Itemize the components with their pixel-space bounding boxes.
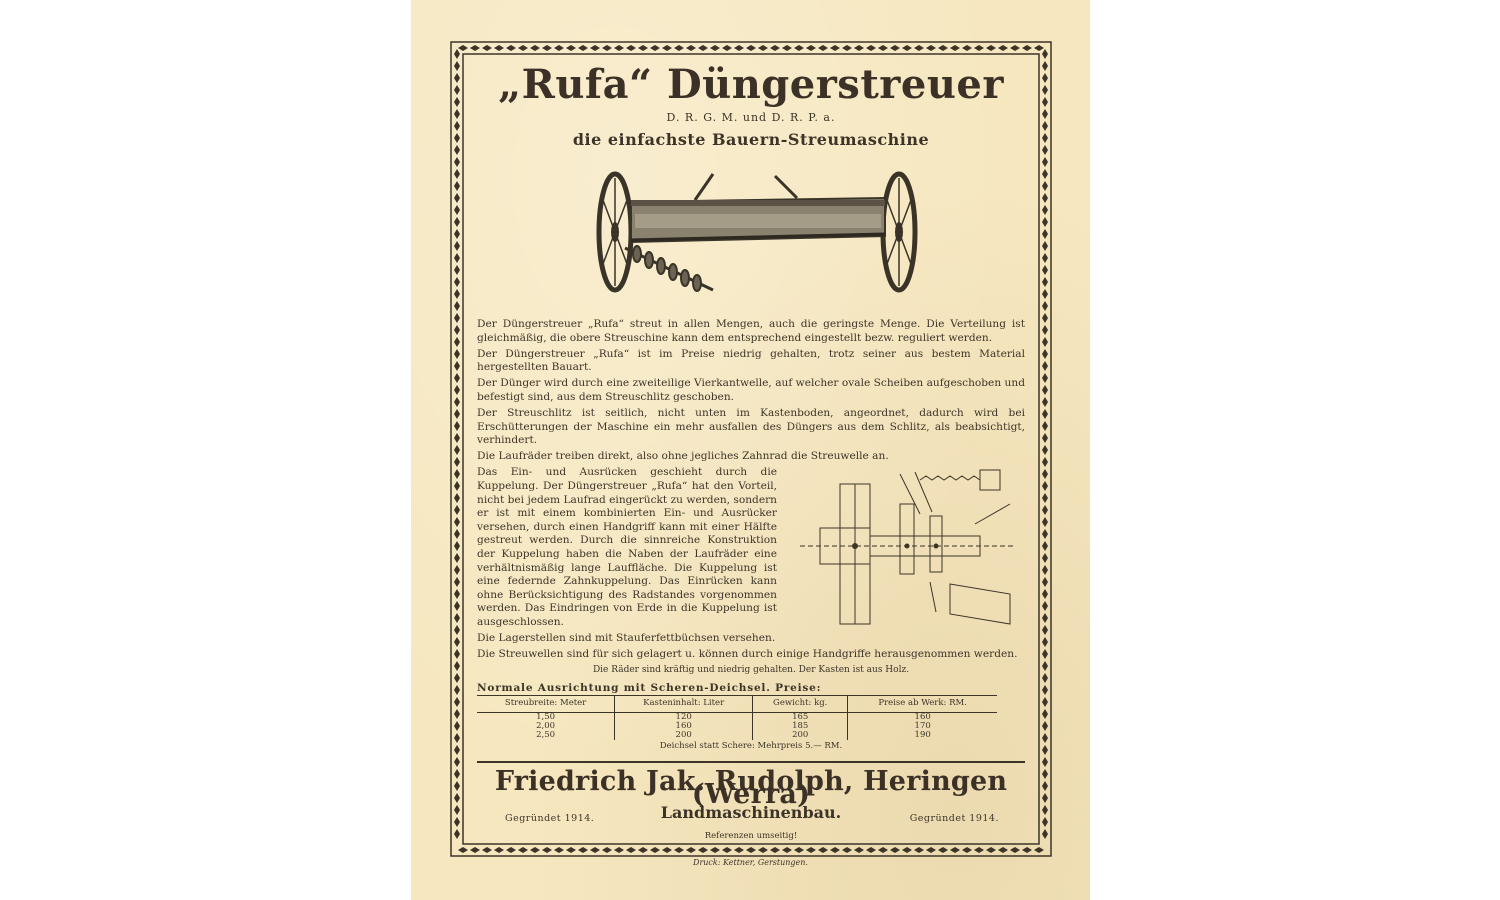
border-ornament (710, 847, 720, 853)
border-ornament (1042, 529, 1048, 539)
border-ornament (454, 661, 460, 671)
border-ornament (986, 847, 996, 853)
border-ornament (638, 847, 648, 853)
border-ornament (1042, 685, 1048, 695)
border-ornament (1042, 505, 1048, 515)
border-ornament (454, 649, 460, 659)
border-ornament (674, 45, 684, 51)
border-ornament (454, 637, 460, 647)
border-ornament (902, 847, 912, 853)
printer-imprint: Druck: Kettner, Gerstungen. (693, 858, 808, 867)
border-ornament (854, 847, 864, 853)
border-ornament (1042, 757, 1048, 767)
paragraph-coupling: Das Ein- und Ausrücken geschieht durch die Kuppelung. Der Düngerstreuer „Rufa“ hat den Vorteil, nicht bei jedem Laufrad eingerückt zu werden, sondern er ist mit einem kombinierten Ein- und Ausrücker versehen, durch einen Handgriff kann mit einer Hälfte gestreut werden. Durch die sinnreiche Konstruktion der Kuppelung haben die Naben der Laufräder eine verhältnismäßig lange Lauffläche. Die Kuppelung ist eine federnde Zahnkuppelung. Das Einrücken kann ohne Berücksichtigung des Radstandes vorgenommen werden. Das Eindringen von Erde in die Kuppelung ist ausgeschlossen. (477, 466, 777, 628)
ad-title: „Rufa“ Düngerstreuer (498, 61, 1004, 108)
column-header: Preise ab Werk: RM. (848, 696, 997, 713)
border-ornament (1042, 253, 1048, 263)
border-ornament (590, 45, 600, 51)
border-ornament (454, 109, 460, 119)
border-ornament (454, 685, 460, 695)
border-ornament (454, 769, 460, 779)
border-ornament (458, 847, 468, 853)
table-cell: 200 (753, 731, 848, 740)
border-ornament (454, 517, 460, 527)
company-footer (477, 802, 1025, 828)
border-ornament (454, 625, 460, 635)
border-ornament (662, 847, 672, 853)
border-ornament (986, 45, 996, 51)
border-ornament (1010, 45, 1020, 51)
border-ornament (454, 61, 460, 71)
border-ornament (974, 45, 984, 51)
border-ornament (494, 847, 504, 853)
border-ornament (1042, 541, 1048, 551)
column-header: Gewicht: kg. (753, 696, 848, 713)
border-ornament (1042, 217, 1048, 227)
border-ornament (998, 847, 1008, 853)
border-ornament (1042, 169, 1048, 179)
border-ornament (1042, 745, 1048, 755)
founded-right: Gegründet 1914. (909, 812, 999, 824)
border-ornament (710, 45, 720, 51)
border-ornament (470, 847, 480, 853)
border-ornament (914, 847, 924, 853)
border-ornament (1042, 421, 1048, 431)
border-ornament (1022, 45, 1032, 51)
border-ornament (454, 361, 460, 371)
border-ornament (454, 805, 460, 815)
border-ornament (454, 757, 460, 767)
border-ornament (818, 847, 828, 853)
border-ornament (530, 847, 540, 853)
column-header: Kasteninhalt: Liter (615, 696, 753, 713)
border-ornament (1042, 349, 1048, 359)
border-ornament (974, 847, 984, 853)
border-ornament (454, 565, 460, 575)
border-ornament (494, 45, 504, 51)
border-ornament (454, 613, 460, 623)
border-ornament (1034, 45, 1044, 51)
border-ornament (890, 847, 900, 853)
price-table (477, 695, 997, 740)
border-ornament (830, 847, 840, 853)
border-ornament (962, 847, 972, 853)
table-cell: 190 (848, 731, 997, 740)
border-ornament (454, 241, 460, 251)
border-ornament (1042, 733, 1048, 743)
border-ornament (454, 157, 460, 167)
border-ornament (454, 469, 460, 479)
border-ornament (1042, 781, 1048, 791)
patent-note: D. R. G. M. und D. R. P. a. (666, 111, 836, 124)
table-cell: 200 (615, 731, 753, 740)
paragraph: Die Laufräder treiben direkt, also ohne jegliches Zahnrad die Streuwelle an. (477, 450, 889, 463)
divider (477, 761, 1025, 763)
border-ornament (698, 847, 708, 853)
border-ornament (638, 45, 648, 51)
border-ornament (1042, 457, 1048, 467)
border-ornament (1042, 589, 1048, 599)
border-ornament (1042, 445, 1048, 455)
coupling-diagram (800, 464, 1015, 632)
border-ornament (878, 45, 888, 51)
table-row (477, 731, 997, 740)
border-ornament (454, 229, 460, 239)
paragraph: Der Dünger wird durch eine zweiteilige Vierkantwelle, auf welcher ovale Scheiben aufgeschoben und befestigt sind, aus dem Streuschlitz geschoben. (477, 377, 1025, 403)
border-ornament (1042, 829, 1048, 839)
border-ornament (1042, 481, 1048, 491)
border-ornament (454, 409, 460, 419)
table-cell: 1,50 (536, 712, 556, 723)
table-cell: 165 (753, 713, 848, 723)
border-ornament (866, 847, 876, 853)
border-ornament (1034, 847, 1044, 853)
paragraph: Der Düngerstreuer „Rufa“ ist im Preise niedrig gehalten, trotz seiner aus bestem Material hergestellten Bauart. (477, 347, 1025, 374)
border-ornament (454, 577, 460, 587)
table-cell: 160 (848, 713, 997, 723)
border-ornament (926, 847, 936, 853)
table-cell: 2,00 (536, 721, 556, 732)
border-ornament (1042, 661, 1048, 671)
border-ornament (1042, 265, 1048, 275)
border-ornament (1042, 397, 1048, 407)
border-ornament (454, 133, 460, 143)
border-ornament (626, 45, 636, 51)
border-ornament (806, 45, 816, 51)
border-ornament (454, 781, 460, 791)
border-ornament (1042, 73, 1048, 83)
border-ornament (454, 301, 460, 311)
table-cell: 160 (615, 722, 753, 731)
border-ornament (454, 325, 460, 335)
border-ornament (530, 45, 540, 51)
border-ornament (890, 45, 900, 51)
border-ornament (722, 847, 732, 853)
border-ornament (794, 45, 804, 51)
company-name: Friedrich Jak. Rudolph, Heringen (Werra) (494, 765, 1008, 811)
border-ornament (1042, 637, 1048, 647)
border-ornament (518, 45, 528, 51)
border-ornament (1042, 409, 1048, 419)
border-ornament (686, 45, 696, 51)
price-table-heading: Normale Ausrichtung mit Scheren-Deichsel. Preise: (477, 681, 822, 694)
border-ornament (770, 45, 780, 51)
border-ornament (1042, 805, 1048, 815)
border-ornament (614, 45, 624, 51)
border-ornament (454, 265, 460, 275)
border-ornament (578, 847, 588, 853)
border-ornament (950, 847, 960, 853)
border-ornament (650, 847, 660, 853)
table-cell: 120 (615, 713, 753, 723)
border-ornament (566, 847, 576, 853)
border-ornament (842, 847, 852, 853)
advertisement-sheet (411, 0, 1090, 900)
border-ornament (950, 45, 960, 51)
border-ornament (734, 45, 744, 51)
border-ornament (602, 847, 612, 853)
border-ornament (794, 847, 804, 853)
border-ornament (1042, 337, 1048, 347)
border-ornament (482, 847, 492, 853)
border-ornament (998, 45, 1008, 51)
border-ornament (454, 217, 460, 227)
border-ornament (818, 45, 828, 51)
border-ornament (830, 45, 840, 51)
border-ornament (454, 733, 460, 743)
border-ornament (454, 349, 460, 359)
border-ornament (1042, 277, 1048, 287)
border-ornament (1042, 697, 1048, 707)
border-ornament (1042, 385, 1048, 395)
border-ornament (1042, 157, 1048, 167)
border-ornament (1042, 373, 1048, 383)
border-ornament (506, 45, 516, 51)
border-ornament (782, 45, 792, 51)
founded-left: Gegründet 1914. (505, 812, 595, 824)
border-ornament (454, 205, 460, 215)
border-ornament (1042, 133, 1048, 143)
border-ornament (1042, 469, 1048, 479)
border-ornament (454, 505, 460, 515)
fertilizer-spreader-illustration (585, 170, 925, 300)
border-ornament (454, 601, 460, 611)
border-ornament (1042, 145, 1048, 155)
border-ornament (518, 847, 528, 853)
ad-content (477, 61, 1025, 841)
border-ornament (1042, 613, 1048, 623)
drawbar-note: Deichsel statt Schere: Mehrpreis 5.— RM. (659, 741, 843, 752)
border-ornament (662, 45, 672, 51)
border-ornament (1042, 793, 1048, 803)
border-ornament (782, 847, 792, 853)
border-ornament (542, 847, 552, 853)
border-ornament (458, 45, 468, 51)
border-ornament (454, 697, 460, 707)
border-ornament (1042, 49, 1048, 59)
border-ornament (1042, 241, 1048, 251)
paragraph: Die Streuwellen sind für sich gelagert u. können durch einige Handgriffe herausgenommen werden. (477, 648, 1018, 661)
border-ornament (470, 45, 480, 51)
border-ornament (1042, 673, 1048, 683)
border-ornament (454, 277, 460, 287)
border-ornament (770, 847, 780, 853)
border-ornament (1042, 289, 1048, 299)
border-ornament (1042, 313, 1048, 323)
paragraph: Der Streuschlitz ist seitlich, nicht unten im Kastenboden, angeordnet, dadurch wird bei Erschütterungen der Maschine ein mehr ausfallen des Düngers aus dem Schlitz, als beabsichtigt, verhindert. (477, 407, 1025, 447)
border-ornament (454, 145, 460, 155)
border-ornament (878, 847, 888, 853)
border-ornament (1042, 517, 1048, 527)
border-ornament (1042, 721, 1048, 731)
border-ornament (926, 45, 936, 51)
border-ornament (1042, 649, 1048, 659)
border-ornament (454, 73, 460, 83)
border-ornament (454, 493, 460, 503)
paragraph: Die Lagerstellen sind mit Stauferfettbüchsen versehen. (477, 632, 776, 645)
border-ornament (454, 541, 460, 551)
border-ornament (454, 313, 460, 323)
border-ornament (1042, 325, 1048, 335)
border-ornament (554, 45, 564, 51)
border-ornament (902, 45, 912, 51)
border-ornament (454, 121, 460, 131)
border-ornament (1042, 301, 1048, 311)
border-ornament (482, 45, 492, 51)
border-ornament (746, 45, 756, 51)
border-ornament (1042, 361, 1048, 371)
border-ornament (614, 847, 624, 853)
border-ornament (1042, 577, 1048, 587)
trade-label: Landmaschinenbau. (660, 802, 842, 822)
border-ornament (686, 847, 696, 853)
border-ornament (454, 385, 460, 395)
paragraph: Der Düngerstreuer „Rufa“ streut in allen Mengen, auch die geringste Menge. Die Verteilung ist gleichmäßig, die obere Streuschine kann dem entsprechend eingestellt bezw. reguliert werden. (477, 318, 1025, 344)
border-ornament (454, 337, 460, 347)
border-ornament (914, 45, 924, 51)
column-header: Streubreite: Meter (477, 696, 615, 713)
border-ornament (1042, 85, 1048, 95)
border-ornament (454, 97, 460, 107)
border-ornament (454, 433, 460, 443)
border-ornament (938, 45, 948, 51)
border-ornament (454, 373, 460, 383)
border-ornament (1042, 817, 1048, 827)
border-ornament (454, 445, 460, 455)
border-ornament (1042, 553, 1048, 563)
border-ornament (626, 847, 636, 853)
border-ornament (806, 847, 816, 853)
border-ornament (1042, 601, 1048, 611)
border-ornament (454, 397, 460, 407)
border-ornament (454, 85, 460, 95)
border-ornament (734, 847, 744, 853)
border-ornament (454, 721, 460, 731)
border-ornament (454, 553, 460, 563)
border-ornament (554, 847, 564, 853)
border-ornament (1010, 847, 1020, 853)
border-ornament (1042, 181, 1048, 191)
table-cell: 185 (753, 722, 848, 731)
border-ornament (674, 847, 684, 853)
border-ornament (1042, 565, 1048, 575)
border-ornament (1042, 625, 1048, 635)
border-ornament (454, 421, 460, 431)
border-ornament (722, 45, 732, 51)
border-ornament (1042, 205, 1048, 215)
border-ornament (590, 847, 600, 853)
border-ornament (454, 181, 460, 191)
border-ornament (454, 253, 460, 263)
border-ornament (758, 847, 768, 853)
border-ornament (1022, 847, 1032, 853)
border-ornament (962, 45, 972, 51)
border-ornament (454, 793, 460, 803)
border-ornament (938, 847, 948, 853)
border-ornament (650, 45, 660, 51)
border-ornament (454, 817, 460, 827)
border-ornament (1042, 433, 1048, 443)
border-ornament (1042, 97, 1048, 107)
border-ornament (454, 829, 460, 839)
border-ornament (542, 45, 552, 51)
border-ornament (454, 193, 460, 203)
border-ornament (602, 45, 612, 51)
border-ornament (454, 529, 460, 539)
border-ornament (454, 289, 460, 299)
border-ornament (454, 481, 460, 491)
border-ornament (454, 709, 460, 719)
border-ornament (866, 45, 876, 51)
border-ornament (1042, 709, 1048, 719)
border-ornament (454, 169, 460, 179)
table-cell: 170 (848, 722, 997, 731)
border-ornament (698, 45, 708, 51)
border-ornament (506, 847, 516, 853)
table-cell: 2,50 (536, 730, 556, 741)
border-ornament (454, 589, 460, 599)
border-ornament (454, 457, 460, 467)
border-ornament (454, 745, 460, 755)
border-ornament (578, 45, 588, 51)
border-ornament (1042, 229, 1048, 239)
ad-subtitle: die einfachste Bauern-Streumaschine (572, 130, 930, 149)
border-ornament (1042, 109, 1048, 119)
border-ornament (854, 45, 864, 51)
border-ornament (566, 45, 576, 51)
border-ornament (758, 45, 768, 51)
border-ornament (1042, 769, 1048, 779)
border-ornament (1042, 121, 1048, 131)
border-ornament (1042, 193, 1048, 203)
construction-note: Die Räder sind kräftig und niedrig gehalten. Der Kasten ist aus Holz. (592, 665, 910, 676)
border-ornament (1042, 493, 1048, 503)
references-note: Referenzen umseitig! (704, 830, 798, 841)
border-ornament (1042, 61, 1048, 71)
border-ornament (454, 49, 460, 59)
border-ornament (746, 847, 756, 853)
border-ornament (842, 45, 852, 51)
border-ornament (454, 673, 460, 683)
